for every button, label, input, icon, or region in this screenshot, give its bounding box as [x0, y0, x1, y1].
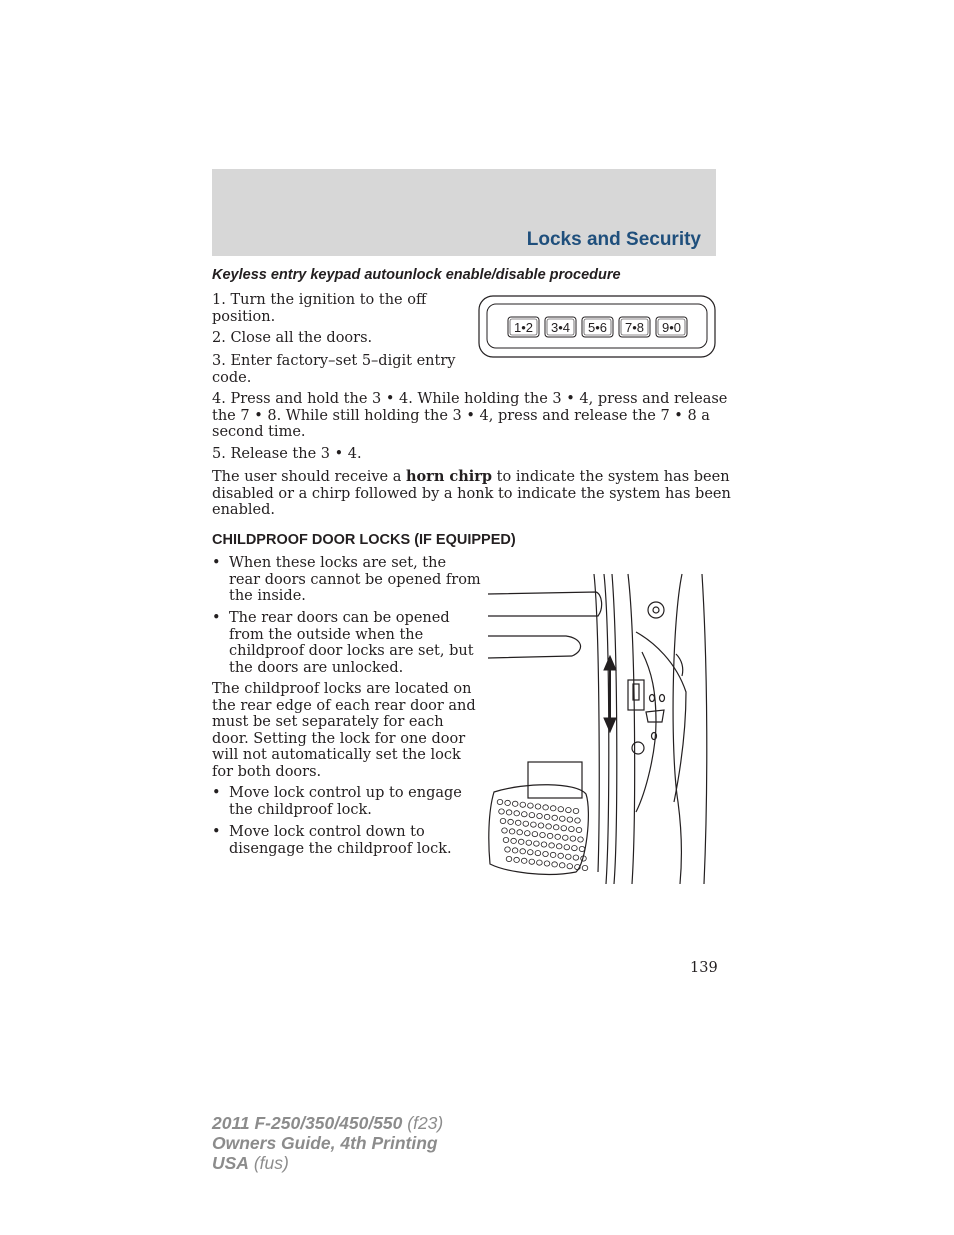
step-4: 4. Press and hold the 3 • 4. While holding the 3 • 4, press and release the 7 • 8. While still holding the 3 • 4, press and release the 7 • 8 a second time.	[212, 391, 728, 441]
keypad-illustration	[478, 295, 716, 359]
grille-hole	[561, 826, 567, 831]
grille-hole	[517, 830, 523, 835]
grille-hole	[550, 806, 556, 811]
grille-hole	[575, 818, 581, 823]
horn-chirp-emphasis: horn chirp	[405, 468, 493, 485]
grille-hole	[505, 847, 511, 852]
grille-hole	[499, 809, 505, 814]
grille-hole	[579, 846, 585, 851]
grille-hole	[528, 803, 534, 808]
grille-hole	[570, 836, 576, 841]
grille-hole	[514, 811, 520, 816]
section-header-band	[212, 169, 716, 256]
grille-hole	[526, 840, 532, 845]
childproof-heading: CHILDPROOF DOOR LOCKS (IF EQUIPPED)	[212, 532, 516, 548]
grille-hole	[520, 802, 526, 807]
grille-hole	[546, 824, 552, 829]
grille-hole	[555, 834, 561, 839]
grille-hole	[500, 818, 506, 823]
step-2: 2. Close all the doors.	[212, 330, 373, 346]
grille-hole	[563, 835, 569, 840]
grille-hole	[567, 817, 573, 822]
grille-hole	[535, 804, 541, 809]
grille-hole	[529, 813, 535, 818]
keypad-button-label: 7•8	[624, 320, 645, 335]
grille-hole	[540, 832, 546, 837]
grille-hole	[518, 839, 524, 844]
grille-hole	[508, 819, 514, 824]
grille-hole	[497, 799, 503, 804]
grille-hole	[531, 822, 537, 827]
grille-hole	[509, 829, 515, 834]
bullet-dot: •	[212, 824, 221, 840]
grille-hole	[556, 844, 562, 849]
section-title: Locks and Security	[526, 229, 701, 250]
grille-hole	[578, 837, 584, 842]
document-footer: 2011 F-250/350/450/550 (f23) Owners Guide, 4th Printing USA (fus)	[212, 1113, 444, 1173]
bullet-dot: •	[212, 785, 221, 801]
grille-hole	[547, 833, 553, 838]
grille-hole	[552, 862, 558, 867]
grille-hole	[506, 810, 512, 815]
grille-hole	[569, 827, 575, 832]
step-5: 5. Release the 3 • 4.	[212, 446, 362, 462]
keyless-heading: Keyless entry keypad autounlock enable/disable procedure	[212, 267, 621, 283]
grille-hole	[506, 856, 512, 861]
grille-hole	[522, 812, 528, 817]
keypad-button-label: 9•0	[661, 320, 682, 335]
grille-hole	[503, 837, 509, 842]
bullet-dot: •	[212, 610, 221, 626]
grille-hole	[566, 808, 572, 813]
grille-hole	[564, 845, 570, 850]
grille-hole	[543, 851, 549, 856]
grille-hole	[549, 843, 555, 848]
step-3: 3. Enter factory–set 5–digit entry code.	[212, 353, 456, 386]
grille-hole	[512, 801, 518, 806]
grille-hole	[515, 820, 521, 825]
step-1: 1. Turn the ignition to the off position.	[212, 292, 427, 325]
up-down-arrow-icon	[604, 656, 616, 732]
grille-hole	[572, 846, 578, 851]
grille-hole	[543, 805, 549, 810]
grille-hole	[559, 863, 565, 868]
grille-hole	[550, 852, 556, 857]
grille-hole	[558, 853, 564, 858]
page-number: 139	[690, 960, 718, 976]
grille-hole	[544, 861, 550, 866]
keypad-button-label: 1•2	[513, 320, 534, 335]
grille-hole	[558, 807, 564, 812]
grille-hole	[560, 816, 566, 821]
grille-hole	[537, 813, 543, 818]
grille-hole	[582, 865, 588, 870]
grille-hole	[573, 808, 579, 813]
childproof-paragraph: The childproof locks are located on the rear edge of each rear door and must be set separately for each door. Setting the lock for one door will not automatically set the lock for both doors.	[212, 681, 476, 780]
door-edge-illustration	[486, 572, 718, 888]
grille-hole	[521, 858, 527, 863]
grille-hole	[502, 828, 508, 833]
grille-hole	[544, 814, 550, 819]
grille-hole	[520, 849, 526, 854]
grille-hole	[566, 854, 572, 859]
bullet-dot: •	[212, 555, 221, 571]
result-paragraph: The user should receive a horn chirp to indicate the system has been disabled or a chirp followed by a honk to indicate the system has been enabled.	[212, 468, 731, 519]
grille-hole	[538, 823, 544, 828]
grille-hole	[567, 864, 573, 869]
grille-hole	[553, 825, 559, 830]
grille-hole	[512, 848, 518, 853]
grille-hole	[514, 857, 520, 862]
grille-hole	[552, 815, 558, 820]
grille-hole	[534, 841, 540, 846]
grille-hole	[525, 831, 531, 836]
grille-hole	[537, 860, 543, 865]
grille-hole	[573, 855, 579, 860]
grille-hole	[505, 800, 511, 805]
grille-hole	[529, 859, 535, 864]
keypad-button-label: 5•6	[587, 320, 608, 335]
grille-hole	[523, 821, 529, 826]
grille-hole	[541, 842, 547, 847]
grille-hole	[528, 850, 534, 855]
grille-hole	[535, 851, 541, 856]
grille-hole	[511, 838, 517, 843]
keypad-button-label: 3•4	[550, 320, 571, 335]
grille-hole	[576, 827, 582, 832]
grille-hole	[532, 832, 538, 837]
